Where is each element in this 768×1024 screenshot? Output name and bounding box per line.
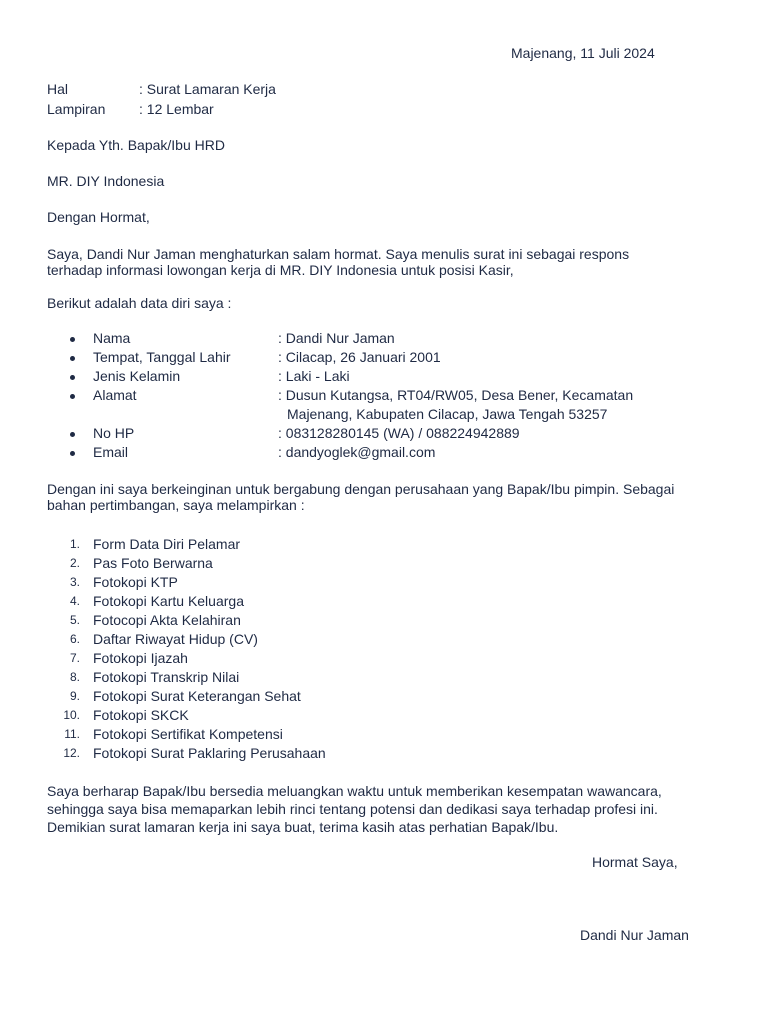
closing-paragraph [47, 782, 737, 836]
attachment-number: 4. [69, 594, 80, 608]
closing-line: Saya berharap Bapak/Ibu bersedia meluangkan waktu untuk memberikan kesempatan wawancara, [47, 783, 662, 799]
personal-value: : Dusun Kutangsa, RT04/RW05, Desa Bener, Kecamatan [278, 387, 634, 403]
attachment-number: 10. [63, 708, 80, 722]
meta-value-hal: : Surat Lamaran Kerja [139, 81, 276, 97]
personal-row-alamat [0, 387, 768, 425]
recipient: Kepada Yth. Bapak/Ibu HRD [47, 137, 225, 153]
attachment-intro-line: Dengan ini saya berkeinginan untuk bergabung dengan perusahaan yang Bapak/Ibu pimpin. Sebagai [47, 481, 675, 497]
intro-line: terhadap informasi lowongan kerja di MR. DIY Indonesia untuk posisi Kasir, [47, 262, 514, 278]
personal-label: Jenis Kelamin [93, 368, 181, 384]
personal-label: Email [93, 444, 129, 460]
intro-line: Saya, Dandi Nur Jaman menghaturkan salam hormat. Saya menulis surat ini sebagai respons [47, 246, 630, 262]
attachment-number: 9. [69, 689, 80, 703]
attachment-item: Fotokopi Ijazah [93, 650, 188, 666]
personal-row-ttl [0, 349, 768, 368]
meta-label-lampiran: Lampiran [47, 101, 106, 117]
bullet-icon [70, 337, 75, 342]
attachment-number: 8. [69, 670, 80, 684]
personal-row-phone [0, 425, 768, 444]
attachment-intro-line: bahan pertimbangan, saya melampirkan : [47, 497, 305, 513]
personal-label: Alamat [93, 387, 137, 403]
attachment-item: Pas Foto Berwarna [93, 555, 213, 571]
attachment-number: 3. [69, 575, 80, 589]
bullet-icon [70, 432, 75, 437]
meta-value-lampiran: : 12 Lembar [139, 101, 214, 117]
attachment-number: 12. [63, 746, 80, 760]
attachment-item: Fotokopi Sertifikat Kompetensi [93, 726, 283, 742]
bullet-icon [70, 356, 75, 361]
closing-line: Demikian surat lamaran kerja ini saya buat, terima kasih atas perhatian Bapak/Ibu. [47, 819, 559, 835]
attachment-intro-paragraph [47, 481, 737, 513]
sign-off: Hormat Saya, [592, 854, 678, 870]
personal-label: Nama [93, 330, 131, 346]
attachment-item: Fotokopi SKCK [93, 707, 189, 723]
bullet-icon [70, 375, 75, 380]
personal-row-gender [0, 368, 768, 387]
attachment-number: 11. [64, 727, 80, 741]
signature-name: Dandi Nur Jaman [580, 927, 689, 943]
attachment-item: Fotokopi Transkrip Nilai [93, 669, 240, 685]
attachment-item: Form Data Diri Pelamar [93, 536, 241, 552]
attachment-item: Daftar Riwayat Hidup (CV) [93, 631, 258, 647]
personal-value: : Laki - Laki [278, 368, 350, 384]
place-date: Majenang, 11 Juli 2024 [511, 45, 655, 61]
attachment-number: 2. [69, 556, 80, 570]
attachment-item: Fotokopi Surat Keterangan Sehat [93, 688, 301, 704]
attachment-number: 1. [69, 537, 80, 551]
attachment-number: 6. [69, 632, 80, 646]
closing-line: sehingga saya bisa memaparkan lebih rinci tentang potensi dan dedikasi saya terhadap profesi ini. [47, 801, 658, 817]
bullet-icon [70, 451, 75, 456]
personal-value-continued: Majenang, Kabupaten Cilacap, Jawa Tengah 53257 [287, 406, 608, 422]
personal-label: Tempat, Tanggal Lahir [93, 349, 231, 365]
personal-value: : dandyoglek@gmail.com [278, 444, 436, 460]
intro-paragraph [47, 246, 737, 278]
attachment-item: Fotokopi Surat Paklaring Perusahaan [93, 745, 326, 761]
personal-value: : 083128280145 (WA) / 088224942889 [278, 425, 520, 441]
personal-value: : Cilacap, 26 Januari 2001 [278, 349, 441, 365]
personal-row-email [0, 444, 768, 463]
personal-heading: Berikut adalah data diri saya : [47, 295, 232, 311]
personal-value: : Dandi Nur Jaman [278, 330, 395, 346]
attachment-item: Fotokopi KTP [93, 574, 178, 590]
attachment-item: Fotokopi Kartu Keluarga [93, 593, 244, 609]
meta-label-hal: Hal [47, 81, 69, 97]
attachment-number: 7. [69, 651, 80, 665]
personal-label: No HP [93, 425, 135, 441]
attachment-number: 5. [69, 613, 80, 627]
personal-row-nama [0, 330, 768, 349]
greeting: Dengan Hormat, [47, 209, 150, 225]
bullet-icon [70, 394, 75, 399]
attachment-item: Fotocopi Akta Kelahiran [93, 612, 241, 628]
company-name: MR. DIY Indonesia [47, 173, 165, 189]
